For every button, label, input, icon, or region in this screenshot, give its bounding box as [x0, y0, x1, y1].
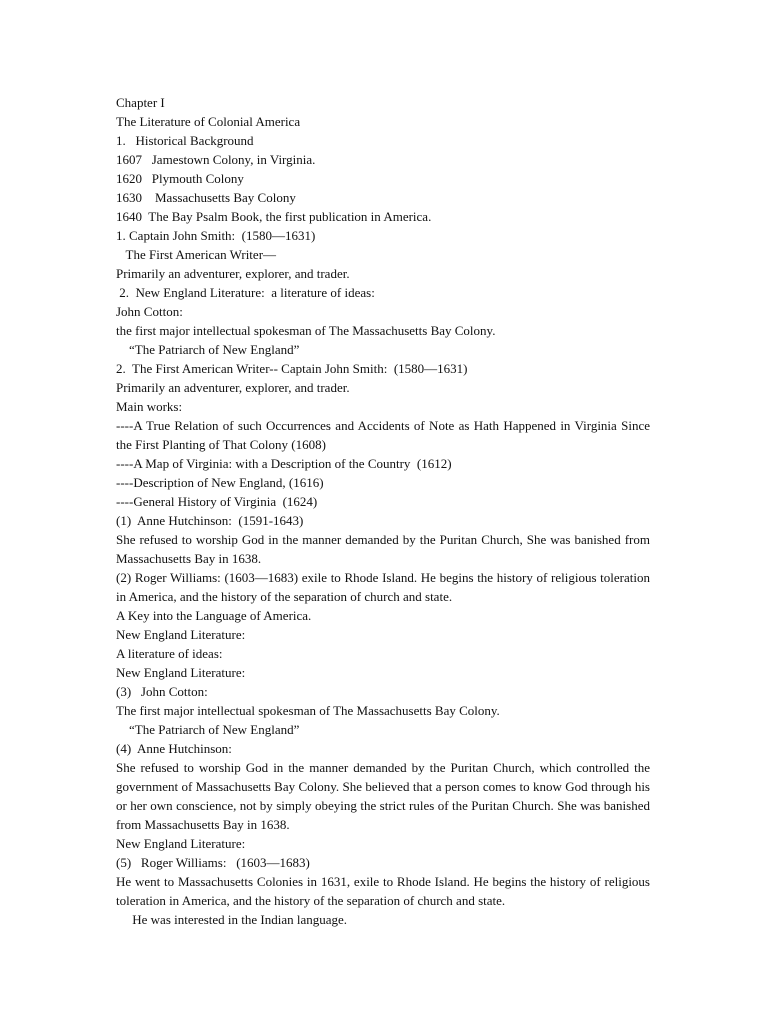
timeline-entry: 1607 Jamestown Colony, in Virginia. — [116, 152, 316, 167]
text-line: John Cotton: — [116, 304, 183, 319]
text-line: (4) Anne Hutchinson: — [116, 741, 232, 756]
text-line: A Key into the Language of America. — [116, 608, 312, 623]
paragraph-williams: (2) Roger Williams: (1603—1683) exile to Rhode Island. He begins the history of religious toleration in America, and the history of the separation of church and state. — [116, 570, 650, 604]
text-line: Main works: — [116, 399, 183, 414]
text-line: New England Literature: — [116, 836, 246, 851]
text-line: (5) Roger Williams: (1603—1683) — [116, 855, 310, 870]
text-line: Primarily an adventurer, explorer, and trader. — [116, 380, 350, 395]
text-line: (3) John Cotton: — [116, 684, 208, 699]
paragraph-hutchinson-detail: She refused to worship God in the manner demanded by the Puritan Church, which controlled the government of Massachusetts Bay Colony. She believed that a person comes to know God through his or her own conscience, not by simply obeying the strict rules of the Puritan Church. She was banished from Massachusetts Bay in 1638. — [116, 760, 650, 832]
timeline-entry: 1640 The Bay Psalm Book, the first publication in America. — [116, 209, 432, 224]
text-line: The first major intellectual spokesman of The Massachusetts Bay Colony. — [116, 703, 500, 718]
text-line: ----Description of New England, (1616) — [116, 475, 324, 490]
paragraph-williams-detail: He went to Massachusetts Colonies in 1631, exile to Rhode Island. He begins the history of religious toleration in America, and the history of the separation of church and state. — [116, 874, 650, 908]
chapter-heading: Chapter I — [116, 95, 165, 110]
section-heading: 1. Historical Background — [116, 133, 254, 148]
text-line: A literature of ideas: — [116, 646, 223, 661]
text-line: 1. Captain John Smith: (1580—1631) — [116, 228, 316, 243]
paragraph-true-relation: ----A True Relation of such Occurrences and Accidents of Note as Hath Happened in Virginia Since the First Planting of That Colony (1608) — [116, 418, 650, 452]
text-line: (1) Anne Hutchinson: (1591-1643) — [116, 513, 304, 528]
text-line: 2. The First American Writer-- Captain John Smith: (1580—1631) — [116, 361, 468, 376]
paragraph-hutchinson: She refused to worship God in the manner demanded by the Puritan Church, She was banished from Massachusetts Bay in 1638. — [116, 532, 650, 566]
document-page — [116, 93, 650, 929]
text-line: the first major intellectual spokesman of The Massachusetts Bay Colony. — [116, 323, 496, 338]
text-line: The First American Writer— — [116, 247, 277, 262]
text-line: Primarily an adventurer, explorer, and trader. — [116, 266, 350, 281]
text-line: ----General History of Virginia (1624) — [116, 494, 318, 509]
text-line: He was interested in the Indian language. — [116, 912, 348, 927]
text-line: ----A Map of Virginia: with a Description of the Country (1612) — [116, 456, 452, 471]
timeline-entry: 1630 Massachusetts Bay Colony — [116, 190, 296, 205]
text-line: New England Literature: — [116, 665, 246, 680]
text-line: “The Patriarch of New England” — [116, 342, 300, 357]
timeline-entry: 1620 Plymouth Colony — [116, 171, 244, 186]
text-line: “The Patriarch of New England” — [116, 722, 300, 737]
text-line: New England Literature: — [116, 627, 246, 642]
chapter-title: The Literature of Colonial America — [116, 114, 301, 129]
text-line: 2. New England Literature: a literature of ideas: — [116, 285, 375, 300]
